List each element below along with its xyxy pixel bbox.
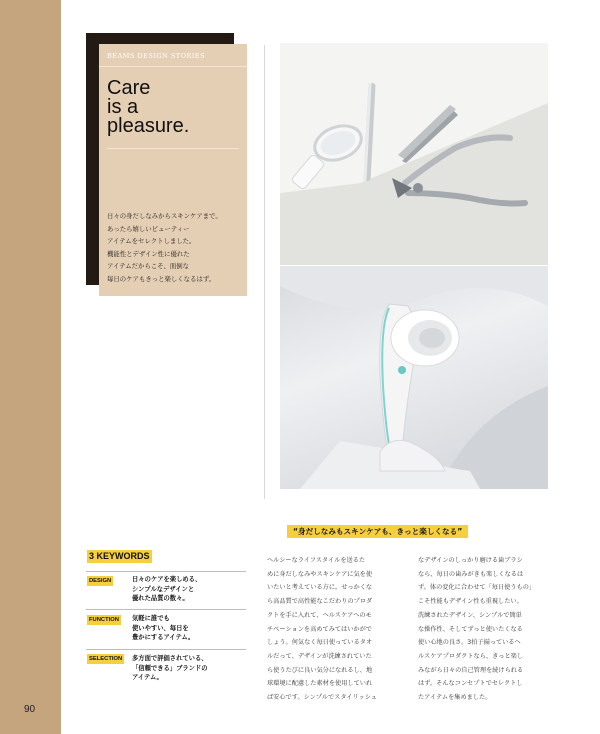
nail-tools-illustration: [280, 43, 548, 265]
body-line: しょう。何気なく毎日使っているタオ: [267, 639, 373, 647]
body-line: ず。体の変化に合わせて「毎日使うもの」: [418, 584, 536, 592]
cleansing-brush-illustration: [280, 266, 548, 489]
body-line: なデザインのしっかり磨ける歯ブラシ: [418, 557, 523, 564]
series-label: BEAMS DESIGN STORIES: [107, 52, 206, 60]
keyword-line: 気軽に誰でも: [132, 615, 170, 622]
side-color-band: [0, 0, 61, 734]
lead-line: アイテムだからこそ、面倒な: [107, 262, 190, 270]
body-line: クトを手に入れて、ヘルスケアへのモ: [267, 611, 372, 619]
keyword-divider: [86, 649, 246, 650]
body-line: チベーションを高めてみてはいかがで: [267, 625, 372, 633]
body-line: はず。そんなコンセプトでセレクトし: [418, 680, 523, 688]
keywords-title: 3 KEYWORDS: [89, 551, 150, 561]
keyword-tag-design: DESIGN: [89, 578, 112, 584]
body-line: な操作性、そしてずっと使いたくなる: [418, 625, 523, 633]
body-column-2: [418, 554, 553, 705]
intro-card: [99, 44, 247, 296]
body-line: たアイテムを集めました。: [418, 694, 492, 702]
keyword-line: 多方面で評価されている、: [132, 655, 208, 662]
body-line: ルスケアプロダクトなら、きっと楽し: [418, 652, 524, 660]
photo-nail-tools: [280, 43, 548, 265]
photo-cleansing-brush: [280, 266, 548, 489]
keyword-line: 優れた品質の数々。: [132, 595, 189, 603]
body-line: 球環境に配慮した素材を使用していれ: [267, 680, 373, 688]
keyword-description: [132, 575, 247, 604]
body-line: ら使うたびに良い気分になれるし、地: [267, 666, 373, 674]
card-divider: [107, 148, 239, 149]
column-divider: [264, 45, 265, 499]
body-line: 洗練されたデザイン、シンプルで簡単: [418, 611, 522, 619]
lead-line: 機能性とデザイン性に優れた: [107, 249, 190, 258]
body-line: なら、毎日の歯みがきも楽しくなるは: [418, 570, 524, 578]
body-line: こそ性能もデザイン性も重視したい。: [418, 598, 523, 606]
body-line: ば安心です。シンプルでスタイリッシュ: [267, 694, 377, 702]
body-line: いたいと考えている方に。せっかくな: [267, 584, 373, 592]
lead-line: あったら嬉しいビューティー: [107, 224, 190, 233]
keyword-description: [132, 614, 247, 643]
body-line: ヘルシーなライフスタイルを送るた: [267, 557, 366, 564]
keyword-line: アイテム。: [132, 674, 163, 682]
body-line: めに身だしなみやスキンケアに気を使: [267, 570, 373, 578]
keyword-divider: [86, 571, 246, 572]
body-line: ルだって、デザインが洗練されていた: [267, 652, 372, 660]
card-title: Care is a pleasure.: [107, 77, 190, 137]
keyword-line: 日々のケアを楽しめる、: [132, 576, 202, 583]
body-column-1: [267, 554, 402, 705]
card-divider: [99, 66, 247, 67]
keyword-tag-function: FUNCTION: [89, 617, 119, 623]
card-lead-text: [107, 210, 245, 285]
keyword-description: [132, 654, 247, 683]
lead-line: 毎日のケアもきっと楽しくなるはず。: [107, 274, 216, 283]
body-line: 使い心地の良さ。3拍子揃っているヘ: [418, 639, 521, 647]
body-line: ら高品質で高性能なこだわりのプロダ: [267, 598, 373, 606]
keyword-line: 使いやすい、毎日を: [132, 624, 189, 632]
section-headline: “身だしなみもスキンケアも、きっと楽しくなる”: [287, 525, 468, 538]
keyword-tag-selection: SELECTION: [89, 656, 123, 662]
page-number: 90: [24, 704, 36, 715]
body-line: みながら日々の自己管理を続けられる: [418, 666, 524, 674]
lead-line: アイテムをセレクトしました。: [107, 237, 196, 245]
keyword-line: シンプルなデザインと: [132, 585, 195, 593]
lead-line: 日々の身だしなみからスキンケアまで。: [107, 212, 222, 220]
keyword-divider: [86, 609, 246, 610]
keyword-line: 「信頼できる」ブランドの: [132, 664, 208, 672]
keyword-line: 豊かにするアイテム。: [132, 634, 195, 642]
